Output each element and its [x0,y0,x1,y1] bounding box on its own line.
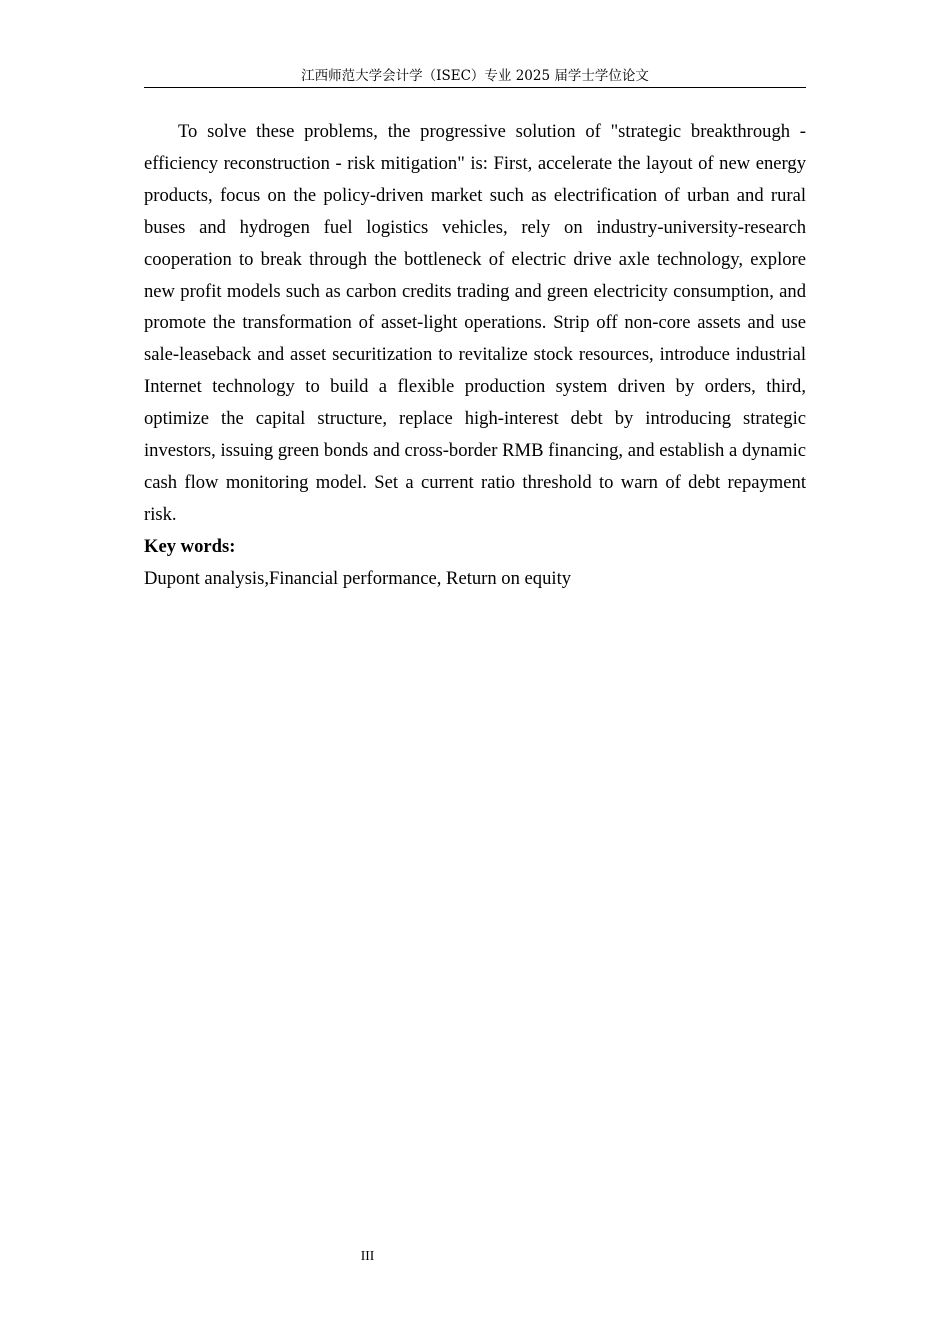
keywords-heading: Key words: [144,536,236,557]
running-header: 江西师范大学会计学（ISEC）专业 2025 届学士学位论文 [301,68,649,84]
abstract-paragraph: To solve these problems, the progressive solution of "strategic breakthrough - efficiency reconstruction - risk mitigation" is: First, accelerate the layout of new energy products, focus on the policy-driven market such as electrification of urban and rural buses and hydrogen fuel logistics vehicles, rely on industry-university-research cooperation to break through the bottleneck of electric drive axle technology, explore new profit models such as carbon credits trading and green electricity consumption, and promote the transformation of asset-light operations. Strip off non-core assets and use sale-leaseback and asset securitization to revitalize stock resources, introduce industrial Internet technology to build a flexible production system driven by orders, third, optimize the capital structure, replace high-interest debt by introducing strategic investors, issuing green bonds and cross-border RMB financing, and establish a dynamic cash flow monitoring model. Set a current ratio threshold to warn of debt repayment risk. [144,121,806,525]
page-number: III [360,1248,375,1263]
header-divider [144,87,806,88]
keywords-list: Dupont analysis,Financial performance, Return on equity [144,568,572,589]
